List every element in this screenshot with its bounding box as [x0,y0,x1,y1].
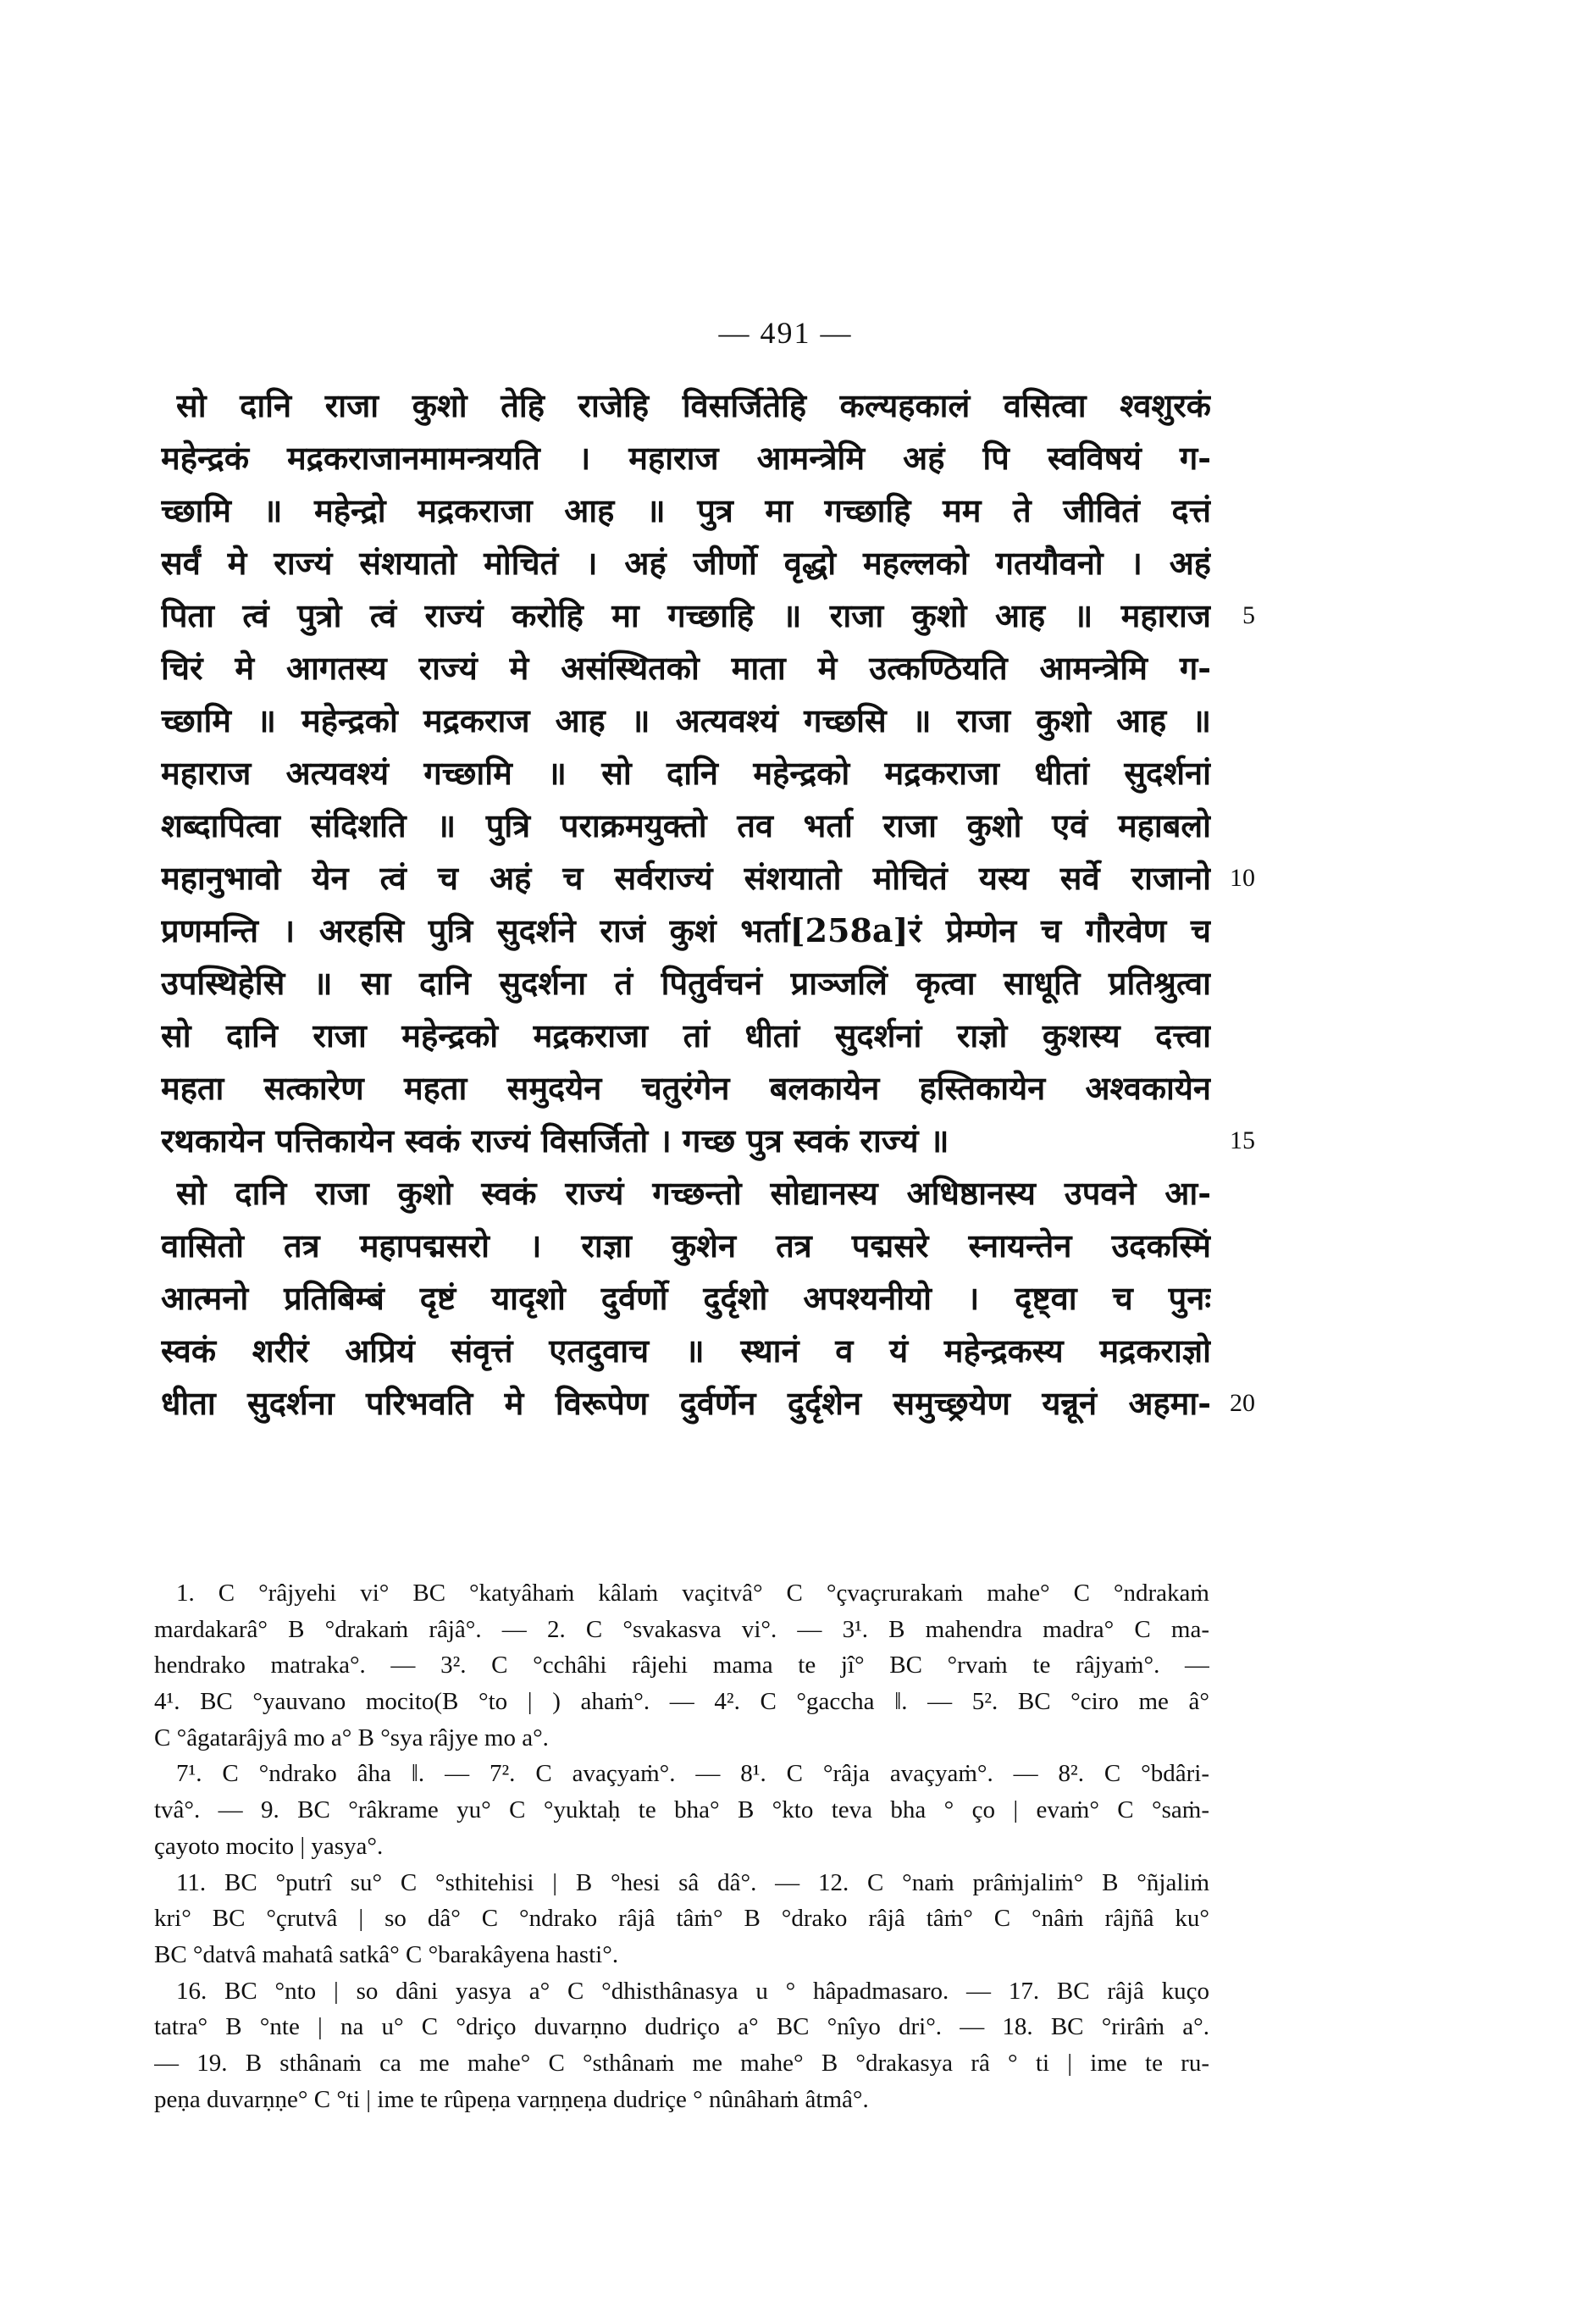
text-line-content: उपस्थिहेसि ॥ सा दानि सुदर्शना तं पितुर्वचनं प्राञ्जलिं कृत्वा साधूति प्रतिश्रुत्वा [161,964,1211,1002]
text-line-content: धीता सुदर्शना परिभवति मे विरूपेण दुर्वर्णेन दुर्दृशेन समुच्छ्रयेण यन्नूनं अहमा- [161,1384,1211,1422]
footnote-line: hendrako matraka°. — 3². C °cchâhi râjehi mama te jî° BC °rvaṁ te râjyaṁ°. — [154,1652,1209,1679]
line-number: 20 [1230,1389,1255,1417]
footnote-line: kri° BC °çrutvâ | so dâ° C °ndrako râjâ tâṁ° B °drako râjâ tâṁ° C °nâṁ râjñâ ku° [154,1905,1209,1933]
footnote-line: peṇa duvarṇṇe° C °ti | ime te rûpeṇa varṇṇeṇa dudriçe ° nûnâhaṁ âtmâ°. [154,2085,869,2113]
text-line [161,537,1211,589]
line-number: 5 [1242,601,1255,629]
footnote-line: 7¹. C °ndrako âha ‖. — 7². C avaçyaṁ°. — 8¹. C °râja avaçyaṁ°. — 8². C °bdâri- [176,1760,1209,1788]
footnote-line: BC °datvâ mahatâ satkâ° C °barakâyena hasti°. [154,1940,619,1968]
text-line [161,1325,1211,1377]
text-line-content: प्रणमन्ति । अरहसि पुत्रि सुदर्शने राजं कुशं भर्ता[258a]रं प्रेम्णेन च गौरवेण च [161,911,1211,949]
footnote-line: 16. BC °nto | so dâni yasya a° C °dhisthânasya u ° hâpadmasaro. — 17. BC râjâ kuço [176,1977,1209,2005]
text-line [161,1062,1211,1115]
text-line-content: च्छामि ॥ महेन्द्रको मद्रकराज आह ॥ अत्यवश्यं गच्छसि ॥ राजा कुशो आह ॥ [161,701,1211,739]
text-line-content: सो दानि राजा कुशो तेहि राजेहि विसर्जितेहि कल्यहकालं वसित्वा श्वशुरकं [176,386,1211,424]
line-number: 10 [1230,864,1255,892]
text-line [161,957,1211,1010]
text-line [161,747,1211,800]
text-line [161,589,1255,642]
line-number: 15 [1230,1126,1255,1154]
footnote-line: 1. C °râjyehi vi° BC °katyâhaṁ kâlaṁ vaçitvâ° C °çvaçrurakaṁ mahe° C °ndrakaṁ [176,1580,1209,1607]
text-line-content: पिता त्वं पुत्रो त्वं राज्यं करोहि मा गच्छाहि ॥ राजा कुशो आह ॥ महाराज [161,596,1211,634]
text-line-content: महता सत्कारेण महता समुदयेन चतुरंगेन बलकायेन हस्तिकायेन अश्वकायेन [161,1069,1211,1107]
text-line [161,1115,1255,1167]
footnote-line: mardakarâ° B °drakaṁ râjâ°. — 2. C °svakasva vi°. — 3¹. B mahendra madra° C ma- [154,1615,1209,1643]
text-line [161,484,1211,537]
text-line-content: रथकायेन पत्तिकायेन स्वकं राज्यं विसर्जितो । गच्छ पुत्र स्वकं राज्यं ॥ [161,1121,949,1159]
footnote-line: tatra° B °nte | na u° C °driço duvarṇno dudriço a° BC °nîyo dri°. — 18. BC °rirâṁ a°. [154,2013,1209,2041]
text-line-content: सर्वं मे राज्यं संशयातो मोचितं । अहं जीर्णो वृद्धो महल्लको गतयौवनो । अहं [161,544,1211,582]
text-line-content: चिरं मे आगतस्य राज्यं मे असंस्थितको माता मे उत्कण्ठियति आमन्त्रेमि ग- [161,649,1211,687]
text-line [161,852,1255,905]
text-line [161,1010,1211,1062]
text-line-content: शब्दापित्वा संदिशति ॥ पुत्रि पराक्रमयुक्तो तव भर्ता राजा कुशो एवं महाबलो [161,806,1211,844]
text-line-content: च्छामि ॥ महेन्द्रो मद्रकराजा आह ॥ पुत्र मा गच्छाहि मम ते जीवितं दत्तं [161,491,1211,529]
footnote-line: tvâ°. — 9. BC °râkrame yu° C °yuktaḥ te bha° B °kto teva bha ° ço | evaṁ° C °saṁ- [154,1796,1209,1824]
text-line-content: सो दानि राजा कुशो स्वकं राज्यं गच्छन्तो सोद्यानस्य अधिष्ठानस्य उपवने आ- [176,1174,1211,1212]
text-line-content: महेन्द्रकं मद्रकराजानमामन्त्रयति । महाराज आमन्त्रेमि अहं पि स्वविषयं ग- [161,439,1211,477]
text-line [161,1272,1211,1325]
footnote-line: — 19. B sthânaṁ ca me mahe° C °sthânaṁ me mahe° B °drakasya râ ° ti | ime te ru- [154,2049,1209,2077]
text-line [161,1377,1255,1430]
footnote-line: 11. BC °putrî su° C °sthitehisi | B °hesi sâ dâ°. — 12. C °naṁ prâṁjaliṁ° B °ñjaliṁ [176,1868,1209,1896]
main-text-block [161,379,1255,1430]
text-line [161,432,1211,484]
text-line [161,642,1211,694]
text-line [161,1167,1211,1220]
footnote-line: 4¹. BC °yauvano mocito(B °to | ) ahaṁ°. — 4². C °gaccha ‖. — 5². BC °ciro me â° [154,1688,1209,1716]
text-line [161,379,1211,432]
text-line [161,1220,1211,1272]
text-line-content: स्वकं शरीरं अप्रियं संवृत्तं एतदुवाच ॥ स्थानं व यं महेन्द्रकस्य मद्रकराज्ञो [161,1331,1211,1370]
text-line-content: महाराज अत्यवश्यं गच्छामि ॥ सो दानि महेन्द्रको मद्रकराजा धीतां सुदर्शनां [161,754,1211,792]
page-number: — 491 — [718,316,853,350]
footnote-line: çayoto mocito | yasya°. [154,1832,384,1860]
footnotes-block [154,1575,1209,2117]
text-line [161,905,1211,957]
text-line-content: सो दानि राजा महेन्द्रको मद्रकराजा तां धीतां सुदर्शनां राज्ञो कुशस्य दत्त्वा [161,1016,1211,1054]
text-line-content: महानुभावो येन त्वं च अहं च सर्वराज्यं संशयातो मोचितं यस्य सर्वे राजानो [161,859,1211,897]
text-line-content: आत्मनो प्रतिबिम्बं दृष्टं यादृशो दुर्वर्णो दुर्दृशो अपश्यनीयो । दृष्ट्वा च पुनः [161,1279,1211,1317]
text-line [161,694,1211,747]
text-line-content: वासितो तत्र महापद्मसरो । राज्ञा कुशेन तत्र पद्मसरे स्नायन्तेन उदकस्मिं [161,1226,1211,1264]
text-line [161,800,1211,852]
footnote-line: C °âgatarâjyâ mo a° B °sya râjye mo a°. [154,1724,549,1751]
